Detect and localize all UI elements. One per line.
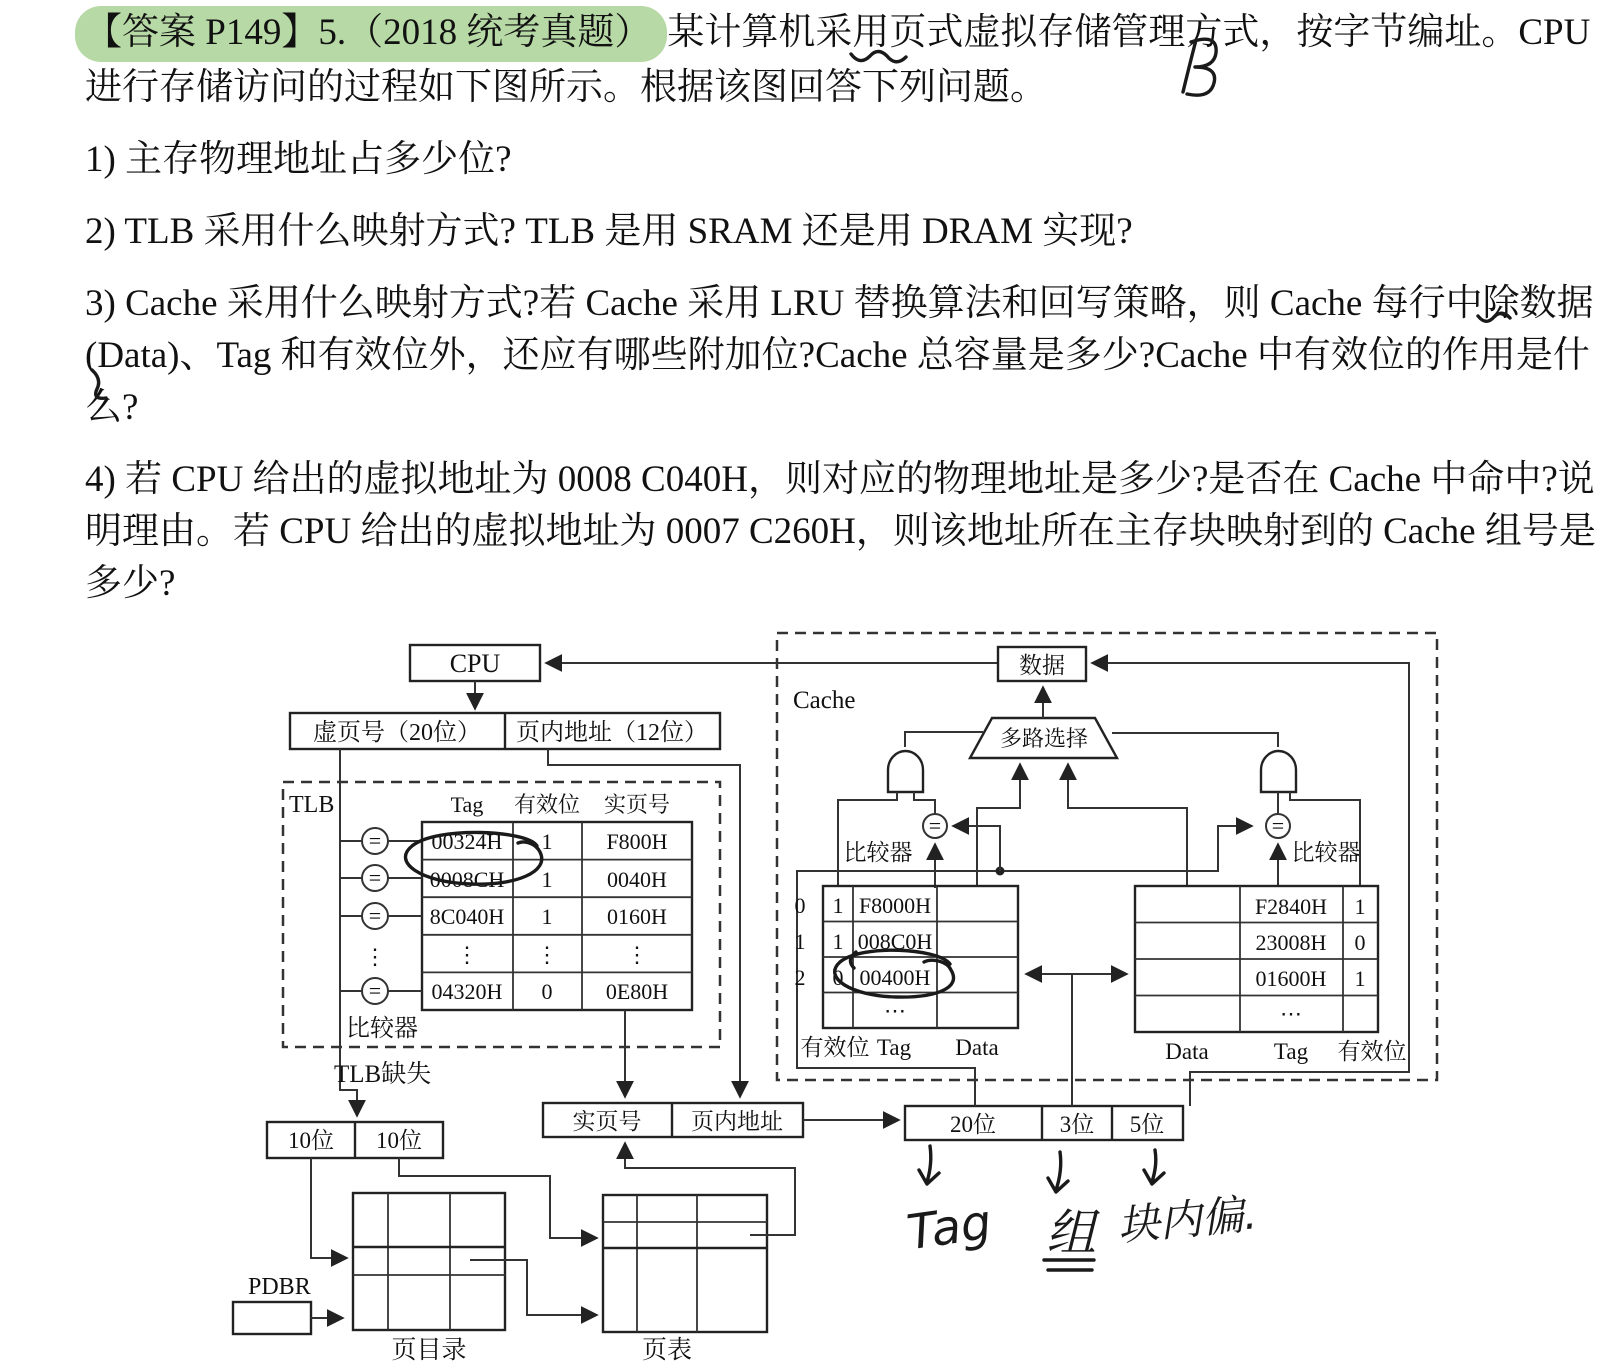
tag-bits-field: 20位 (950, 1112, 996, 1137)
pdbr-label: PDBR (248, 1274, 311, 1300)
tlb-rpn-4: 0E80H (605, 979, 669, 1004)
set-index-0: 0 (794, 893, 806, 918)
handwritten-annotations (92, 39, 1510, 1270)
cache-left-way (795, 886, 1019, 1060)
rw-tag-2: 01600H (1255, 966, 1327, 991)
handwritten-b-icon (1183, 39, 1216, 95)
rw-tag-0: F2840H (1254, 894, 1328, 919)
question-1: 1) 主存物理地址占多少位? (85, 139, 512, 180)
tlb-header-tag: Tag (450, 792, 484, 817)
wavy-underline (851, 52, 906, 62)
page-directory-label: 页目录 (391, 1337, 467, 1364)
mux-label: 多路选择 (999, 726, 1089, 751)
and-gate-left-icon (888, 751, 923, 792)
answer-ref-highlight: 【答案 P149】5.（2018 统考真题） (75, 6, 667, 62)
vpn-split-register (267, 1122, 443, 1158)
tlb-tag-0: 00324H (431, 829, 503, 854)
tlb-rpn-2: 0160H (607, 904, 667, 929)
vpn-field: 虚页号（20位） (313, 720, 481, 746)
question-4: 4) 若 CPU 给出的虚拟地址为 0008 C040H，则对应的物理地址是多少?是否在 Cache 中命中?说明理由。若 CPU 给出的虚拟地址为 0007 C260H，则该地址所在主存块映射到的 Cache 组号是多少? (85, 459, 1596, 604)
hand-arrow-down-icon (1048, 1152, 1068, 1192)
set-bits-field: 3位 (1059, 1112, 1095, 1137)
pdbr-register (233, 1302, 311, 1334)
rw-dots: ⋯ (1280, 1001, 1302, 1026)
tlb-miss-label: TLB缺失 (334, 1061, 432, 1088)
hand-tag-note: Tag (903, 1194, 995, 1262)
cache-comparator-right-label: 比较器 (1291, 840, 1361, 865)
set-index-1: 1 (794, 929, 806, 954)
lw-data-label: Data (955, 1035, 999, 1060)
tlb-label: TLB (289, 792, 335, 818)
lw-valid-2: 0 (832, 965, 844, 990)
tlb-rpn-0: F800H (606, 829, 668, 854)
page-directory-table (353, 1193, 505, 1330)
tlb-tag-1: 0008CH (429, 867, 505, 892)
hand-group-note: 组 (1046, 1204, 1096, 1262)
hand-block-offset-note: 块内偏. (1115, 1189, 1259, 1251)
virtual-address-register (290, 713, 720, 749)
phys-offset-field: 页内地址 (691, 1109, 783, 1134)
lw-valid-0: 1 (832, 893, 844, 918)
lw-tag-2: 00400H (859, 965, 931, 990)
tlb-tag-4: 04320H (431, 979, 503, 1004)
and-gate-right-icon (1261, 751, 1296, 792)
hand-arrow-down-icon (1144, 1150, 1164, 1184)
cache-right-way (1135, 886, 1407, 1064)
cache-comparator-left-label: 比较器 (843, 840, 913, 865)
data-out-label: 数据 (1019, 653, 1065, 678)
tlb-valid-0: 1 (541, 829, 553, 854)
tlb-valid-2: 1 (541, 904, 553, 929)
dir-index-bits: 10位 (288, 1128, 334, 1153)
tlb-valid-4: 0 (541, 979, 553, 1004)
lw-tag-0: F8000H (858, 893, 932, 918)
rw-data-label: Data (1165, 1039, 1209, 1064)
page-offset-field: 页内地址（12位） (516, 720, 708, 746)
set-index-2: 2 (794, 965, 806, 990)
svg-text:=: = (928, 813, 942, 838)
svg-text:=: = (368, 903, 382, 928)
wavy-underline (92, 370, 106, 398)
rw-valid-label: 有效位 (1337, 1039, 1407, 1064)
lw-dots: ⋯ (884, 998, 906, 1023)
lw-tag-1: 008C0H (857, 929, 933, 954)
table-index-bits: 10位 (376, 1128, 422, 1153)
page-table-label: 页表 (641, 1337, 693, 1364)
rw-valid-2: 1 (1354, 966, 1366, 991)
svg-text:=: = (1271, 813, 1285, 838)
rw-valid-1: 0 (1354, 930, 1366, 955)
tlb-tag-2: 8C040H (429, 904, 505, 929)
page-table-table (603, 1195, 767, 1332)
tlb-row (430, 829, 669, 1004)
rw-valid-0: 1 (1354, 894, 1366, 919)
rpn-field: 实页号 (572, 1109, 642, 1134)
physical-address-fields (803, 1106, 1183, 1140)
question-2: 2) TLB 采用什么映射方式? TLB 是用 SRAM 还是用 DRAM 实现? (85, 211, 1133, 252)
svg-text:=: = (368, 865, 382, 890)
intro-text: 某计算机采用页式虚拟存储管理方式，按字节编址。CPU进行存储访问的过程如下图所示。根据该图回答下列问题。 (85, 12, 1591, 108)
tlb-dots-0: ⋮ (456, 942, 478, 967)
svg-text:⋮: ⋮ (364, 944, 386, 969)
lw-valid-1: 1 (832, 929, 844, 954)
svg-text:=: = (368, 978, 382, 1003)
tlb-dots-2: ⋮ (626, 942, 648, 967)
hand-underline (1044, 1260, 1094, 1270)
svg-text:=: = (368, 828, 382, 853)
lw-tag-label: Tag (876, 1035, 912, 1060)
tlb-comparator-label: 比较器 (346, 1016, 418, 1042)
tlb-header-rpn: 实页号 (603, 792, 671, 817)
tlb-rpn-1: 0040H (607, 867, 667, 892)
wavy-underline (1478, 313, 1510, 321)
question-3: 3) Cache 采用什么映射方式?若 Cache 采用 LRU 替换算法和回写策略，则 Cache 每行中除数据(Data)、Tag 和有效位外，还应有哪些附加位?Cache 总容量是多少?Cache 中有效位的作用是什么? (85, 283, 1594, 428)
tlb-header-valid: 有效位 (513, 792, 581, 817)
cache-block (777, 633, 1437, 1106)
lw-valid-label: 有效位 (800, 1035, 870, 1060)
cpu-block (410, 645, 998, 709)
tlb-dots-1: ⋮ (536, 942, 558, 967)
tlb-valid-1: 1 (541, 867, 553, 892)
rw-tag-1: 23008H (1255, 930, 1327, 955)
hand-arrow-down-icon (919, 1146, 939, 1184)
rw-tag-label: Tag (1273, 1039, 1309, 1064)
cache-label: Cache (793, 687, 856, 714)
offset-bits-field: 5位 (1129, 1112, 1165, 1137)
page-walk (233, 1143, 795, 1364)
cpu-label: CPU (449, 649, 501, 678)
